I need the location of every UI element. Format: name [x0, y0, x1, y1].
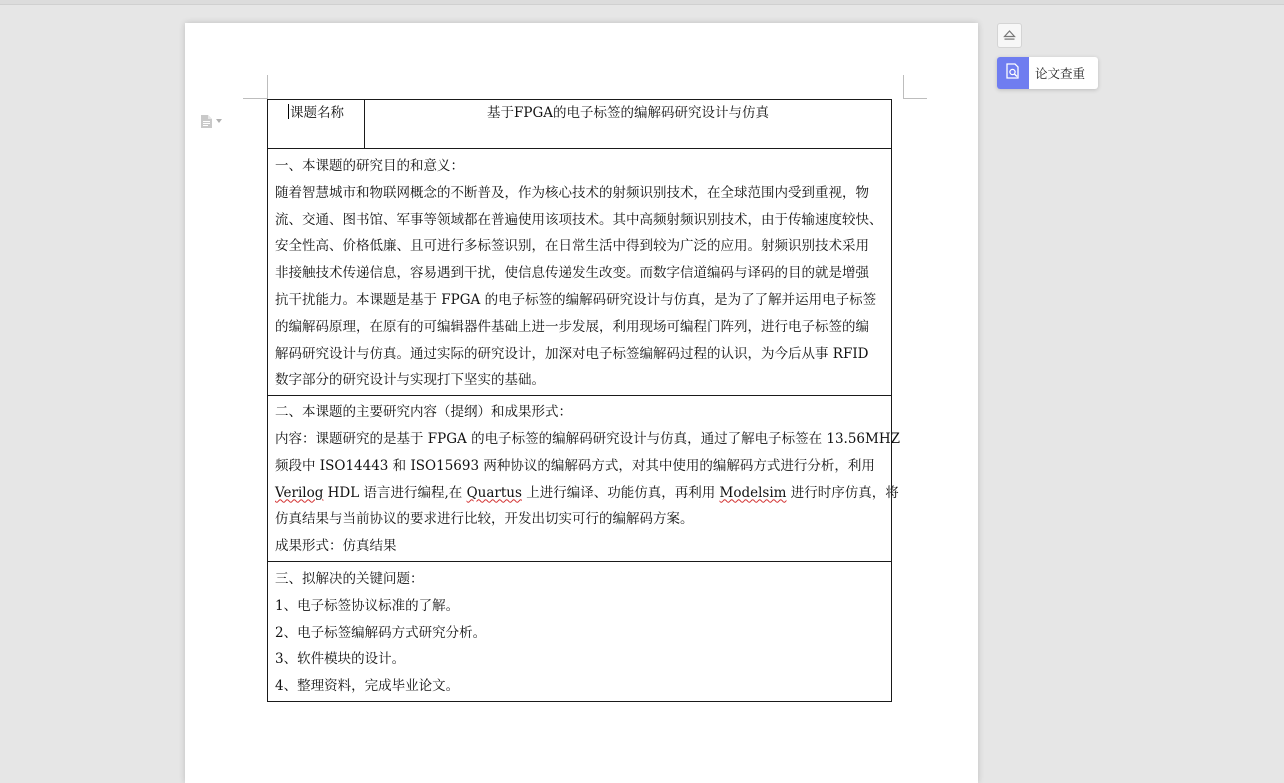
paragraph-line: 解码研究设计与仿真。通过实际的研究设计，加深对电子标签编解码过程的认识，为今后从事 RFID — [275, 345, 869, 362]
eject-icon — [1003, 26, 1016, 45]
section-content-row — [268, 396, 892, 562]
top-toolbar-edge — [0, 0, 1284, 5]
section-problems-row — [268, 561, 892, 701]
paragraph-line: 安全性高、价格低廉、且可进行多标签识别，在日常生活中得到较为广泛的应用。射频识别技术采用 — [275, 238, 869, 255]
proposal-table — [267, 99, 900, 702]
collapse-panel-button[interactable] — [997, 23, 1022, 48]
section-purpose-row — [268, 149, 892, 396]
caret-down-icon — [216, 119, 222, 123]
doc-search-icon — [1005, 63, 1021, 84]
section-content-cell[interactable] — [268, 396, 900, 562]
paragraph-line: 成果形式：仿真结果 — [275, 538, 397, 555]
document-page[interactable] — [185, 23, 978, 783]
document-icon — [200, 114, 213, 129]
margin-corner-mark — [243, 98, 267, 99]
list-item: 4、整理资料，完成毕业论文。 — [275, 678, 460, 695]
text-run: 进行时序仿真，将 — [786, 484, 899, 501]
list-item: 3、软件模块的设计。 — [275, 651, 406, 668]
text-cursor — [288, 104, 289, 119]
spellcheck-word[interactable]: Quartus — [466, 484, 522, 501]
spellcheck-word[interactable]: Modelsim — [719, 484, 787, 501]
section-heading: 二、本课题的主要研究内容（提纲）和成果形式： — [275, 404, 572, 421]
plagiarism-icon-box — [997, 57, 1029, 89]
paragraph-line: 非接触技术传递信息，容易遇到干扰，使信息传递发生改变。而数字信道编码与译码的目的就是增强 — [275, 265, 869, 282]
text-run: 上进行编译、功能仿真，再利用 — [521, 484, 720, 501]
text-run: HDL 语言进行编程,在 — [323, 484, 467, 501]
list-item: 2、电子标签编解码方式研究分析。 — [275, 624, 487, 641]
paragraph-line: 内容：课题研究的是基于 FPGA 的电子标签的编解码研究设计与仿真，通过了解电子标签在 13.56MHZ — [275, 430, 900, 447]
paragraph-line: 抗干扰能力。本课题是基于 FPGA 的电子标签的编解码研究设计与仿真，是为了了解并运用电子标签 — [275, 291, 877, 308]
title-value: 基于FPGA的电子标签的编解码研究设计与仿真 — [487, 105, 769, 121]
section-purpose-cell[interactable] — [268, 149, 892, 396]
paragraph-line: 的编解码原理，在原有的可编辑器件基础上进一步发展，利用现场可编程门阵列，进行电子标签的编 — [275, 318, 869, 335]
title-value-cell[interactable] — [365, 100, 892, 149]
paragraph-line: 流、交通、图书馆、军事等领域都在普遍使用该项技术。其中高频射频识别技术，由于传输速度较快、 — [275, 211, 883, 228]
paragraph-line: 频段中 ISO14443 和 ISO15693 两种协议的编解码方式，对其中使用的编解码方式进行分析，利用 — [275, 457, 875, 474]
title-label-cell[interactable] — [268, 100, 365, 149]
margin-corner-mark — [903, 75, 904, 99]
section-problems-cell[interactable] — [268, 561, 892, 701]
plagiarism-check-button[interactable] — [997, 57, 1098, 89]
paragraph-line: 数字部分的研究设计与实现打下坚实的基础。 — [275, 372, 545, 389]
list-item: 1、电子标签协议标准的了解。 — [275, 597, 460, 614]
plagiarism-label: 论文查重 — [1035, 66, 1086, 81]
paragraph-line: 仿真结果与当前协议的要求进行比较，开发出切实可行的编解码方案。 — [275, 511, 694, 528]
paragraph-line: 一、本课题的研究目的和意义： — [275, 158, 464, 174]
paragraph-line: 随着智慧城市和物联网概念的不断普及，作为核心技术的射频识别技术，在全球范围内受到重视，物 — [275, 184, 869, 201]
title-label: 课题名称 — [290, 105, 344, 121]
paragraph-line — [275, 480, 899, 507]
paragraph-menu-button[interactable] — [200, 113, 228, 129]
section-heading: 三、拟解决的关键问题： — [275, 570, 424, 587]
title-row — [268, 100, 892, 149]
margin-corner-mark — [267, 75, 268, 99]
spellcheck-word[interactable]: Verilog — [275, 484, 324, 501]
margin-corner-mark — [903, 98, 927, 99]
